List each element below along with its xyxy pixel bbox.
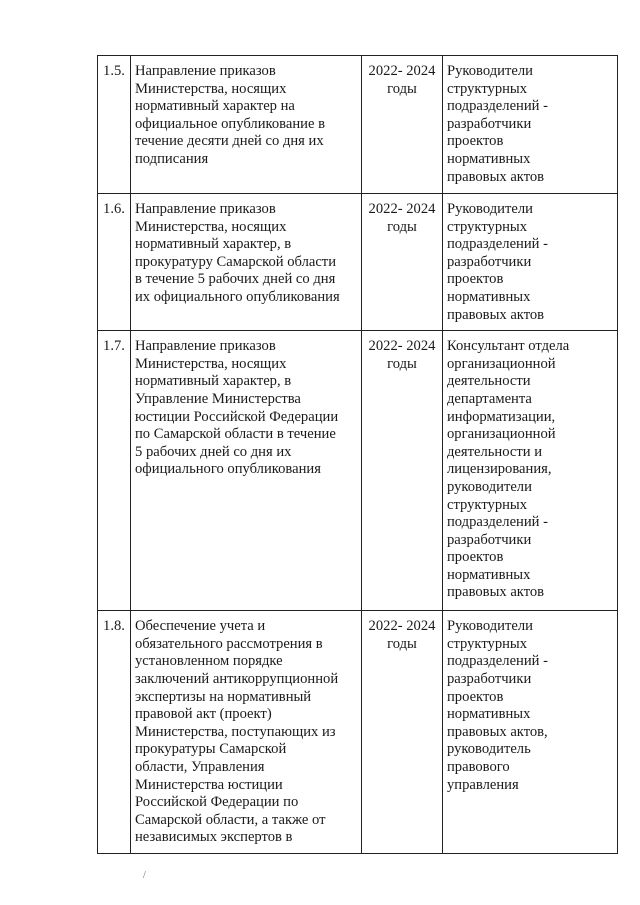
responsible-cell-line: нормативных xyxy=(447,706,531,723)
action-cell-line: Министерства, носящих xyxy=(135,80,287,97)
action-cell-line: Направление приказов xyxy=(135,63,276,79)
responsible-cell-line: руководитель xyxy=(447,741,531,758)
responsible-cell-line: разработчики xyxy=(447,531,532,548)
action-cell-line: Самарской области, а также от xyxy=(135,811,326,828)
term-cell-line: 2022- 2024 xyxy=(368,618,436,635)
row-number: 1.7. xyxy=(98,331,131,611)
responsible-cell xyxy=(443,194,618,331)
responsible-cell-line: проектов xyxy=(447,688,504,705)
responsible-cell-line: структурных xyxy=(447,635,528,652)
scan-mark: / xyxy=(143,870,146,881)
responsible-cell-line: правовых актов xyxy=(447,306,545,323)
responsible-cell xyxy=(443,56,618,194)
action-cell-line: течение десяти дней со дня их xyxy=(135,133,324,150)
action-cell-line: в течение 5 рабочих дней со дня xyxy=(135,271,336,288)
responsible-cell-line: нормативных xyxy=(447,288,531,305)
action-cell-line: юстиции Российской Федерации xyxy=(135,408,339,425)
term-cell-line: 2022- 2024 xyxy=(368,201,436,217)
responsible-cell-line: разработчики xyxy=(447,670,532,687)
responsible-cell-line: структурных xyxy=(447,218,528,235)
action-cell-line: Министерства, носящих xyxy=(135,218,287,235)
table-body xyxy=(98,56,618,854)
responsible-cell-line: деятельности и xyxy=(447,443,543,460)
responsible-cell-line: подразделений - xyxy=(447,514,548,531)
responsible-cell-line: подразделений - xyxy=(447,653,548,670)
action-cell-line: нормативный характер, в xyxy=(135,373,292,390)
row-number: 1.6. xyxy=(98,194,131,331)
responsible-cell-line: проектов xyxy=(447,133,504,150)
responsible-cell-line: нормативных xyxy=(447,150,531,167)
term-cell xyxy=(362,611,443,854)
action-cell-line: официального опубликования xyxy=(135,461,321,478)
row-number: 1.8. xyxy=(98,611,131,854)
term-cell-line: годы xyxy=(387,635,417,652)
responsible-cell-line: подразделений - xyxy=(447,236,548,253)
responsible-cell-line: Руководители xyxy=(447,201,533,217)
table-row xyxy=(98,611,618,854)
responsible-cell xyxy=(443,331,618,611)
action-cell-line: прокуратуры Самарской xyxy=(135,741,287,758)
table-row xyxy=(98,194,618,331)
responsible-cell-line: деятельности xyxy=(447,373,531,390)
responsible-cell-line: правового xyxy=(447,758,510,775)
table-row xyxy=(98,331,618,611)
responsible-cell-line: департамента xyxy=(447,390,532,407)
responsible-cell-line: разработчики xyxy=(447,253,532,270)
term-cell-line: годы xyxy=(387,80,417,97)
row-number: 1.5. xyxy=(98,56,131,194)
responsible-cell-line: информатизации, xyxy=(447,408,556,425)
responsible-cell-line: структурных xyxy=(447,496,528,513)
responsible-cell-line: разработчики xyxy=(447,115,532,132)
action-cell xyxy=(131,194,362,331)
action-plan-table xyxy=(97,55,618,854)
action-cell-line: Министерства юстиции xyxy=(135,776,283,793)
responsible-cell-line: правовых актов xyxy=(447,168,545,185)
action-cell-line: прокуратуру Самарской области xyxy=(135,253,336,270)
term-cell-line: 2022- 2024 xyxy=(368,338,436,355)
action-cell xyxy=(131,331,362,611)
responsible-cell-line: проектов xyxy=(447,549,504,566)
responsible-cell-line: управления xyxy=(447,776,519,793)
responsible-cell-line: Консультант отдела xyxy=(447,338,570,355)
action-cell-line: Управление Министерства xyxy=(135,390,301,407)
responsible-cell-line: руководители xyxy=(447,478,532,495)
action-cell-line: нормативный характер на xyxy=(135,98,295,115)
term-cell xyxy=(362,194,443,331)
action-cell-line: установленном порядке xyxy=(135,653,283,670)
responsible-cell-line: лицензирования, xyxy=(447,461,552,478)
responsible-cell-line: нормативных xyxy=(447,566,531,583)
term-cell-line: годы xyxy=(387,218,417,235)
responsible-cell xyxy=(443,611,618,854)
action-cell-line: Обеспечение учета и xyxy=(135,618,266,635)
action-cell-line: заключений антикоррупционной xyxy=(135,670,339,687)
action-cell-line: подписания xyxy=(135,150,209,167)
action-cell-line: правовой акт (проект) xyxy=(135,706,272,723)
action-cell xyxy=(131,56,362,194)
action-cell-line: официальное опубликование в xyxy=(135,115,325,132)
action-cell-line: Российской Федерации по xyxy=(135,794,299,811)
responsible-cell-line: правовых актов xyxy=(447,584,545,601)
action-cell-line: обязательного рассмотрения в xyxy=(135,635,323,652)
responsible-cell-line: Руководители xyxy=(447,63,533,79)
action-cell-line: нормативный характер, в xyxy=(135,236,292,253)
responsible-cell-line: структурных xyxy=(447,80,528,97)
action-cell-line: 5 рабочих дней со дня их xyxy=(135,443,292,460)
action-cell-line: экспертизы на нормативный xyxy=(135,688,312,705)
action-cell xyxy=(131,611,362,854)
responsible-cell-line: организационной xyxy=(447,426,556,443)
responsible-cell-line: организационной xyxy=(447,355,556,372)
action-cell-line: их официального опубликования xyxy=(135,288,340,305)
responsible-cell-line: правовых актов, xyxy=(447,723,548,740)
action-cell-line: Направление приказов xyxy=(135,338,276,355)
term-cell xyxy=(362,56,443,194)
action-cell-line: Направление приказов xyxy=(135,201,276,217)
action-cell-line: Министерства, поступающих из xyxy=(135,723,336,740)
term-cell xyxy=(362,331,443,611)
action-cell-line: области, Управления xyxy=(135,758,265,775)
term-cell-line: 2022- 2024 xyxy=(368,63,436,79)
table-row xyxy=(98,56,618,194)
action-cell-line: по Самарской области в течение xyxy=(135,426,336,443)
responsible-cell-line: проектов xyxy=(447,271,504,288)
responsible-cell-line: подразделений - xyxy=(447,98,548,115)
term-cell-line: годы xyxy=(387,355,417,372)
responsible-cell-line: Руководители xyxy=(447,618,533,635)
action-cell-line: Министерства, носящих xyxy=(135,355,287,372)
action-cell-line: независимых экспертов в xyxy=(135,829,293,846)
